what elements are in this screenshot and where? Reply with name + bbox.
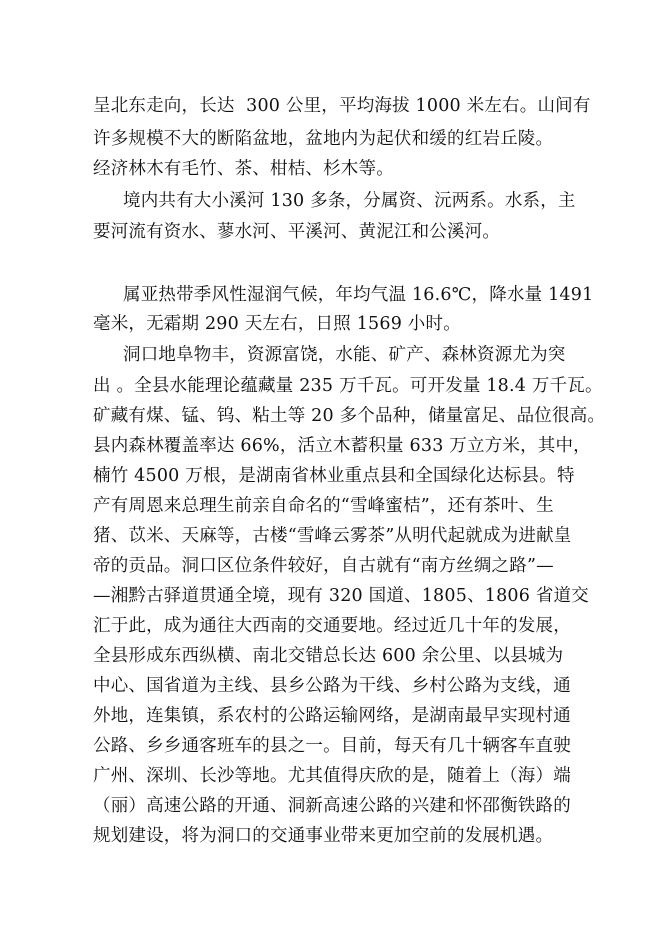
text-line: 呈北东走向，长达 300 公里，平均海拔 1000 米左右。山间有 [93,96,591,116]
text-line: 广州、深圳、长沙等地。尤其值得庆欣的是，随着上（海）端 [93,766,571,786]
text-line: 矿藏有煤、锰、钨、粘土等 20 多个品种，储量富足、品位很高。 [93,406,606,426]
text-line: 楠竹 4500 万根，是湖南省林业重点县和全国绿化达标县。特 [93,466,575,486]
text-line: 帝的贡品。洞口区位条件较好，自古就有“南方丝绸之路”— [93,556,554,576]
text-line: 中心、国省道为主线、县乡公路为干线、乡村公路为支线，通 [93,676,571,696]
text-line: 汇于此，成为通往大西南的交通要地。经过近几十年的发展， [93,616,571,636]
text-line: 县内森林覆盖率达 66%，活立木蓄积量 633 万立方米，其中， [93,436,591,456]
text-line: 洞口地阜物丰，资源富饶，水能、矿产、森林资源尤为突 [123,345,566,365]
text-line: 外地，连集镇，系农村的公路运输网络，是湖南最早实现村通 [93,706,571,726]
text-line: 要河流有资水、蓼水河、平溪河、黄泥江和公溪河。 [93,222,501,242]
text-line: （丽）高速公路的开通、洞新高速公路的兴建和怀邵衡铁路的 [93,796,571,816]
text-line: 公路、乡乡通客班车的县之一。目前，每天有几十辆客车直驶 [93,736,571,756]
text-line: 属亚热带季风性湿润气候，年均气温 16.6℃，降水量 1491 [123,285,594,305]
text-line: 许多规模不大的断陷盆地，盆地内为起伏和缓的红岩丘陵。 [93,129,554,149]
text-line: 毫米，无霜期 290 天左右，日照 1569 小时。 [93,314,461,334]
text-line: 出 。全县水能理论蕴藏量 235 万千瓦。可开发量 18.4 万千瓦。 [93,376,603,396]
text-line: 境内共有大小溪河 130 多条，分属资、沅两系。水系，主 [123,191,576,211]
text-line: 猪、苡米、天麻等，古楼“雪峰云雾茶”从明代起就成为进献皇 [93,526,572,546]
text-line: 经济林木有毛竹、茶、柑桔、杉木等。 [93,159,394,179]
text-line: 规划建设，将为洞口的交通事业带来更加空前的发展机遇。 [93,826,554,846]
text-line: 全县形成东西纵横、南北交错总长达 600 余公里、以县城为 [93,646,564,666]
text-line: —湘黔古驿道贯通全境，现有 320 国道、1805、1806 省道交 [93,586,589,606]
text-line: 产有周恩来总理生前亲自命名的“雪峰蜜桔”，还有茶叶、生 [93,496,554,516]
